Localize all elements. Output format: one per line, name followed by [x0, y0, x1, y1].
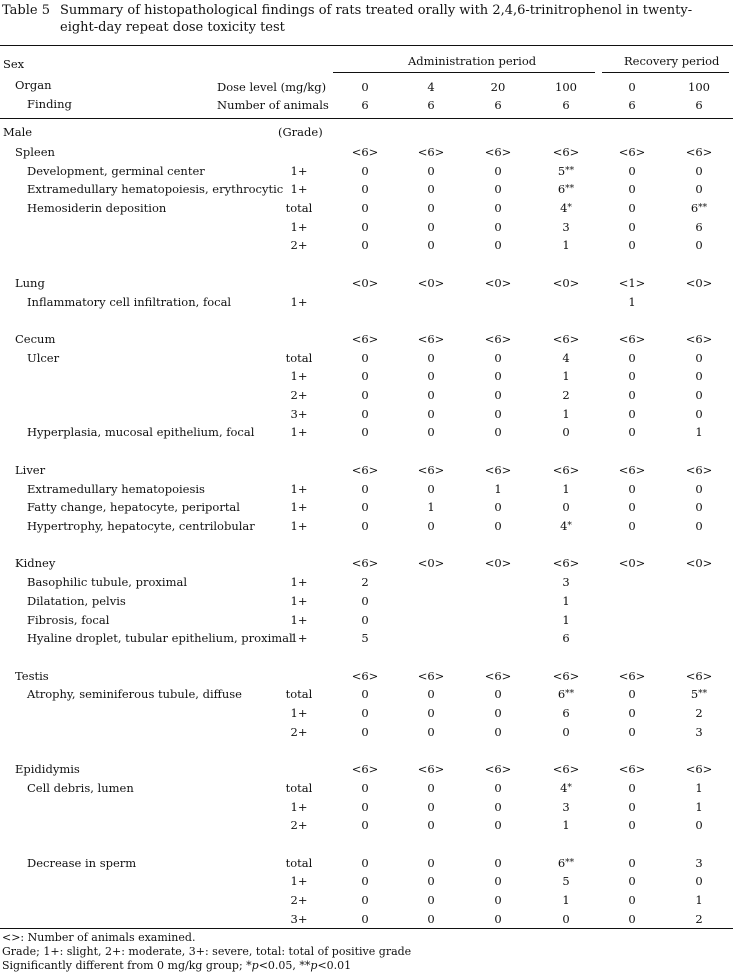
incidence-cell: 0 — [628, 407, 636, 421]
animals-examined-cell: <6> — [351, 332, 379, 346]
incidence-cell: 1 — [695, 425, 703, 439]
incidence-cell: 0 — [361, 388, 369, 402]
incidence-cell: 1 — [562, 238, 570, 252]
animals-examined-cell: <6> — [417, 463, 445, 477]
incidence-cell: 0 — [494, 425, 502, 439]
footnote-animals: <>: Number of animals examined. — [2, 931, 196, 944]
incidence-cell: 0 — [628, 856, 636, 870]
incidence-cell: 0 — [494, 182, 502, 196]
incidence-cell: 0 — [628, 874, 636, 888]
incidence-cell: 0 — [427, 818, 435, 832]
incidence-cell: 0 — [695, 238, 703, 252]
incidence-cell: 0 — [494, 856, 502, 870]
incidence-cell: 0 — [494, 388, 502, 402]
grade-label: total — [285, 781, 313, 795]
incidence-cell: 5** — [690, 687, 708, 701]
incidence-cell: 0 — [628, 388, 636, 402]
dose-level-value: 0 — [361, 80, 369, 94]
incidence-cell: 0 — [628, 725, 636, 739]
incidence-cell: 0 — [494, 706, 502, 720]
animal-count-value: 6 — [427, 98, 435, 112]
animals-examined-cell: <0> — [417, 556, 445, 570]
organ-label: Epididymis — [15, 762, 80, 776]
animals-examined-cell: <6> — [351, 556, 379, 570]
finding-label: Decrease in sperm — [27, 856, 137, 870]
incidence-cell: 0 — [361, 912, 369, 926]
incidence-cell: 0 — [628, 482, 636, 496]
animal-count-value: 6 — [562, 98, 570, 112]
grade-label: 1+ — [290, 519, 308, 533]
incidence-cell: 0 — [494, 407, 502, 421]
incidence-cell: 0 — [361, 182, 369, 196]
grade-label: 1+ — [290, 182, 308, 196]
significance-marker: ** — [565, 184, 575, 194]
incidence-cell: 0 — [427, 874, 435, 888]
grade-label: 3+ — [290, 407, 308, 421]
animals-examined-cell: <6> — [618, 145, 646, 159]
incidence-cell: 0 — [695, 407, 703, 421]
animals-examined-cell: <6> — [484, 669, 512, 683]
incidence-cell: 6** — [557, 182, 575, 196]
incidence-cell: 0 — [427, 781, 435, 795]
incidence-cell: 0 — [361, 482, 369, 496]
incidence-cell: 0 — [361, 220, 369, 234]
dose-level-value: 20 — [490, 80, 506, 94]
dose-level-value: 100 — [555, 80, 577, 94]
grade-label: 1+ — [290, 874, 308, 888]
finding-label: Inflammatory cell infiltration, focal — [27, 295, 232, 309]
animals-examined-cell: <6> — [685, 463, 713, 477]
animals-examined-cell: <6> — [618, 332, 646, 346]
incidence-cell: 6** — [690, 201, 708, 215]
incidence-cell: 0 — [628, 369, 636, 383]
animals-examined-cell: <6> — [618, 762, 646, 776]
incidence-cell: 0 — [427, 912, 435, 926]
finding-label: Fatty change, hepatocyte, periportal — [27, 500, 240, 514]
incidence-cell: 0 — [427, 388, 435, 402]
organ-label: Testis — [15, 669, 49, 683]
p-symbol-2: **p — [299, 959, 318, 972]
animals-examined-cell: <6> — [685, 332, 713, 346]
incidence-cell: 0 — [427, 856, 435, 870]
incidence-cell: 3 — [562, 800, 570, 814]
incidence-cell: 4 — [562, 351, 570, 365]
incidence-cell: 1 — [427, 500, 435, 514]
incidence-cell: 0 — [628, 238, 636, 252]
incidence-cell: 0 — [361, 856, 369, 870]
animals-examined-cell: <6> — [484, 332, 512, 346]
animals-examined-cell: <0> — [484, 276, 512, 290]
finding-label: Atrophy, seminiferous tubule, diffuse — [27, 687, 242, 701]
incidence-cell: 0 — [361, 725, 369, 739]
dose-level-label: Dose level (mg/kg) — [217, 80, 327, 94]
incidence-cell: 0 — [361, 519, 369, 533]
finding-label: Fibrosis, focal — [27, 613, 110, 627]
incidence-cell: 0 — [494, 800, 502, 814]
incidence-cell: 0 — [361, 425, 369, 439]
incidence-cell: 0 — [427, 482, 435, 496]
incidence-cell: 6 — [562, 631, 570, 645]
incidence-cell: 0 — [427, 220, 435, 234]
incidence-cell: 0 — [494, 369, 502, 383]
p-value-1: <0.05, — [258, 959, 300, 972]
incidence-cell: 0 — [494, 519, 502, 533]
incidence-cell: 6** — [557, 856, 575, 870]
incidence-cell: 0 — [695, 388, 703, 402]
animal-count-value: 6 — [361, 98, 369, 112]
incidence-cell: 2 — [361, 575, 369, 589]
animals-examined-cell: <6> — [685, 669, 713, 683]
incidence-cell: 0 — [695, 351, 703, 365]
footnote-grade: Grade; 1+: slight, 2+: moderate, 3+: severe, total: total of positive grade — [2, 945, 412, 958]
incidence-cell: 3 — [562, 575, 570, 589]
incidence-cell: 2 — [695, 706, 703, 720]
incidence-cell: 0 — [494, 781, 502, 795]
animals-examined-cell: <0> — [618, 556, 646, 570]
animals-examined-cell: <6> — [484, 762, 512, 776]
incidence-cell: 0 — [562, 912, 570, 926]
incidence-cell: 0 — [628, 519, 636, 533]
incidence-cell: 0 — [628, 818, 636, 832]
incidence-cell: 0 — [695, 519, 703, 533]
finding-label: Hypertrophy, hepatocyte, centrilobular — [27, 519, 255, 533]
significance-marker: ** — [698, 203, 708, 213]
incidence-cell: 2 — [562, 388, 570, 402]
incidence-cell: 0 — [494, 201, 502, 215]
organ-label: Spleen — [15, 145, 55, 159]
incidence-cell: 0 — [628, 800, 636, 814]
animals-examined-cell: <0> — [552, 276, 580, 290]
incidence-cell: 0 — [494, 238, 502, 252]
grade-label: 1+ — [290, 220, 308, 234]
animals-examined-cell: <6> — [552, 669, 580, 683]
finding-label: Hemosiderin deposition — [27, 201, 167, 215]
incidence-cell: 0 — [427, 800, 435, 814]
incidence-cell: 0 — [562, 725, 570, 739]
dose-level-value: 4 — [427, 80, 435, 94]
incidence-cell: 1 — [562, 818, 570, 832]
incidence-cell: 0 — [628, 425, 636, 439]
incidence-cell: 0 — [494, 351, 502, 365]
significance-marker: ** — [565, 166, 575, 176]
incidence-cell: 0 — [427, 201, 435, 215]
incidence-cell: 0 — [494, 164, 502, 178]
animals-examined-cell: <6> — [417, 669, 445, 683]
incidence-cell: 0 — [361, 238, 369, 252]
significance-marker: ** — [565, 858, 575, 868]
bottom-rule — [0, 928, 733, 929]
grade-column-header: (Grade) — [278, 125, 323, 139]
finding-label: Extramedullary hematopoiesis, erythrocytic — [27, 182, 284, 196]
finding-label: Ulcer — [27, 351, 60, 365]
animals-examined-cell: <0> — [685, 556, 713, 570]
animals-examined-cell: <6> — [552, 762, 580, 776]
incidence-cell: 6 — [562, 706, 570, 720]
animals-examined-cell: <0> — [685, 276, 713, 290]
incidence-cell: 0 — [427, 725, 435, 739]
incidence-cell: 1 — [628, 295, 636, 309]
grade-label: 1+ — [290, 425, 308, 439]
grade-label: total — [285, 687, 313, 701]
animals-examined-cell: <6> — [552, 463, 580, 477]
incidence-cell: 1 — [695, 893, 703, 907]
incidence-cell: 0 — [628, 706, 636, 720]
incidence-cell: 0 — [427, 893, 435, 907]
incidence-cell: 0 — [361, 874, 369, 888]
incidence-cell: 0 — [695, 164, 703, 178]
grade-label: 1+ — [290, 295, 308, 309]
animals-examined-cell: <6> — [351, 463, 379, 477]
incidence-cell: 1 — [494, 482, 502, 496]
incidence-cell: 0 — [361, 201, 369, 215]
significance-marker: * — [567, 521, 572, 531]
incidence-cell: 0 — [361, 500, 369, 514]
footnote-significance-text: Significantly different from 0 mg/kg group; — [2, 959, 247, 972]
dose-level-value: 0 — [628, 80, 636, 94]
incidence-cell: 6** — [557, 687, 575, 701]
animals-examined-cell: <6> — [618, 669, 646, 683]
animals-examined-cell: <0> — [351, 276, 379, 290]
incidence-cell: 3 — [695, 856, 703, 870]
animals-examined-cell: <0> — [417, 276, 445, 290]
significance-marker: ** — [698, 689, 708, 699]
significance-marker: ** — [565, 689, 575, 699]
incidence-cell: 0 — [427, 425, 435, 439]
grade-label: 2+ — [290, 893, 308, 907]
administration-period-header: Administration period — [408, 54, 537, 68]
animals-examined-cell: <6> — [417, 762, 445, 776]
incidence-cell: 2 — [695, 912, 703, 926]
incidence-cell: 0 — [628, 164, 636, 178]
grade-label: 3+ — [290, 912, 308, 926]
incidence-cell: 5** — [557, 164, 575, 178]
incidence-cell: 0 — [361, 613, 369, 627]
incidence-cell: 5 — [361, 631, 369, 645]
incidence-cell: 1 — [562, 613, 570, 627]
incidence-cell: 0 — [427, 407, 435, 421]
incidence-cell: 0 — [695, 369, 703, 383]
incidence-cell: 0 — [427, 369, 435, 383]
incidence-cell: 0 — [361, 594, 369, 608]
incidence-cell: 0 — [427, 164, 435, 178]
incidence-cell: 3 — [695, 725, 703, 739]
grade-label: 2+ — [290, 238, 308, 252]
incidence-cell: 1 — [562, 369, 570, 383]
grade-label: 1+ — [290, 500, 308, 514]
animal-count-value: 6 — [628, 98, 636, 112]
incidence-cell: 0 — [427, 182, 435, 196]
incidence-cell: 1 — [695, 800, 703, 814]
incidence-cell: 0 — [361, 164, 369, 178]
animals-examined-cell: <6> — [484, 145, 512, 159]
grade-label: 1+ — [290, 631, 308, 645]
admin-period-rule — [333, 72, 595, 73]
significance-marker: * — [567, 783, 572, 793]
grade-label: 2+ — [290, 725, 308, 739]
incidence-cell: 0 — [695, 874, 703, 888]
incidence-cell: 0 — [361, 800, 369, 814]
incidence-cell: 0 — [361, 706, 369, 720]
animals-examined-cell: <6> — [552, 145, 580, 159]
incidence-cell: 0 — [695, 818, 703, 832]
finding-label: Hyperplasia, mucosal epithelium, focal — [27, 425, 255, 439]
incidence-cell: 3 — [562, 220, 570, 234]
incidence-cell: 0 — [562, 500, 570, 514]
animal-count-value: 6 — [695, 98, 703, 112]
animals-examined-cell: <6> — [351, 145, 379, 159]
grade-label: 1+ — [290, 575, 308, 589]
dose-level-value: 100 — [688, 80, 710, 94]
animals-examined-cell: <6> — [417, 332, 445, 346]
incidence-cell: 4* — [560, 781, 572, 795]
sex-header: Sex — [3, 57, 25, 71]
finding-label: Hyaline droplet, tubular epithelium, proximal — [27, 631, 293, 645]
incidence-cell: 0 — [628, 912, 636, 926]
organ-label: Liver — [15, 463, 46, 477]
animals-examined-cell: <6> — [552, 556, 580, 570]
incidence-cell: 1 — [562, 893, 570, 907]
incidence-cell: 0 — [361, 818, 369, 832]
incidence-cell: 1 — [562, 407, 570, 421]
finding-label: Development, germinal center — [27, 164, 205, 178]
finding-header: Finding — [27, 97, 72, 111]
incidence-cell: 0 — [494, 818, 502, 832]
significance-marker: * — [567, 203, 572, 213]
incidence-cell: 0 — [361, 893, 369, 907]
grade-label: total — [285, 351, 313, 365]
finding-label: Basophilic tubule, proximal — [27, 575, 188, 589]
organ-header: Organ — [15, 78, 52, 92]
animals-examined-cell: <6> — [417, 145, 445, 159]
incidence-cell: 0 — [361, 407, 369, 421]
animals-examined-cell: <6> — [685, 145, 713, 159]
incidence-cell: 0 — [494, 912, 502, 926]
grade-label: total — [285, 201, 313, 215]
incidence-cell: 0 — [494, 725, 502, 739]
incidence-cell: 0 — [494, 874, 502, 888]
grade-label: 1+ — [290, 482, 308, 496]
grade-label: 1+ — [290, 594, 308, 608]
recovery-period-header: Recovery period — [624, 54, 720, 68]
finding-label: Dilatation, pelvis — [27, 594, 126, 608]
incidence-cell: 0 — [628, 220, 636, 234]
table-title: Summary of histopathological findings of rats treated orally with 2,4,6-trinitrophenol in twenty-eight-day repeat dose toxicity test — [60, 3, 693, 35]
animals-examined-cell: <6> — [351, 669, 379, 683]
animals-examined-cell: <6> — [618, 463, 646, 477]
incidence-cell: 0 — [427, 687, 435, 701]
incidence-cell: 0 — [361, 369, 369, 383]
incidence-cell: 0 — [695, 182, 703, 196]
sex-male-label: Male — [3, 125, 33, 139]
organ-label: Lung — [15, 276, 45, 290]
incidence-cell: 0 — [427, 519, 435, 533]
recovery-period-rule — [602, 72, 729, 73]
animals-examined-cell: <6> — [685, 762, 713, 776]
top-rule — [0, 45, 733, 46]
number-of-animals-label: Number of animals — [217, 98, 329, 112]
grade-label: 1+ — [290, 706, 308, 720]
animals-examined-cell: <1> — [618, 276, 646, 290]
incidence-cell: 0 — [494, 220, 502, 234]
incidence-cell: 0 — [628, 201, 636, 215]
incidence-cell: 0 — [361, 687, 369, 701]
incidence-cell: 0 — [628, 182, 636, 196]
p-symbol-1: *p — [246, 959, 259, 972]
animals-examined-cell: <6> — [552, 332, 580, 346]
organ-label: Cecum — [15, 332, 56, 346]
incidence-cell: 6 — [695, 220, 703, 234]
p-value-2: <0.01 — [317, 959, 352, 972]
incidence-cell: 0 — [361, 781, 369, 795]
incidence-cell: 0 — [427, 238, 435, 252]
animals-examined-cell: <0> — [484, 556, 512, 570]
incidence-cell: 0 — [494, 687, 502, 701]
grade-label: 1+ — [290, 164, 308, 178]
incidence-cell: 0 — [628, 687, 636, 701]
incidence-cell: 5 — [562, 874, 570, 888]
incidence-cell: 0 — [628, 351, 636, 365]
incidence-cell: 0 — [562, 425, 570, 439]
footnote-significance — [2, 959, 351, 972]
incidence-cell: 4* — [560, 519, 572, 533]
incidence-cell: 1 — [562, 594, 570, 608]
incidence-cell: 0 — [628, 893, 636, 907]
incidence-cell: 0 — [494, 500, 502, 514]
incidence-cell: 0 — [494, 893, 502, 907]
header-bottom-rule — [0, 118, 733, 119]
grade-label: 1+ — [290, 800, 308, 814]
incidence-cell: 0 — [695, 500, 703, 514]
grade-label: 1+ — [290, 613, 308, 627]
incidence-cell: 1 — [562, 482, 570, 496]
animal-count-value: 6 — [494, 98, 502, 112]
incidence-cell: 1 — [695, 781, 703, 795]
incidence-cell: 0 — [427, 706, 435, 720]
grade-label: 1+ — [290, 369, 308, 383]
grade-label: 2+ — [290, 388, 308, 402]
finding-label: Extramedullary hematopoiesis — [27, 482, 205, 496]
grade-label: total — [285, 856, 313, 870]
table-label: Table 5 — [2, 3, 50, 18]
finding-label: Cell debris, lumen — [27, 781, 134, 795]
incidence-cell: 0 — [427, 351, 435, 365]
incidence-cell: 0 — [361, 351, 369, 365]
incidence-cell: 4* — [560, 201, 572, 215]
grade-label: 2+ — [290, 818, 308, 832]
animals-examined-cell: <6> — [351, 762, 379, 776]
incidence-cell: 0 — [695, 482, 703, 496]
incidence-cell: 0 — [628, 500, 636, 514]
animals-examined-cell: <6> — [484, 463, 512, 477]
incidence-cell: 0 — [628, 781, 636, 795]
organ-label: Kidney — [15, 556, 56, 570]
